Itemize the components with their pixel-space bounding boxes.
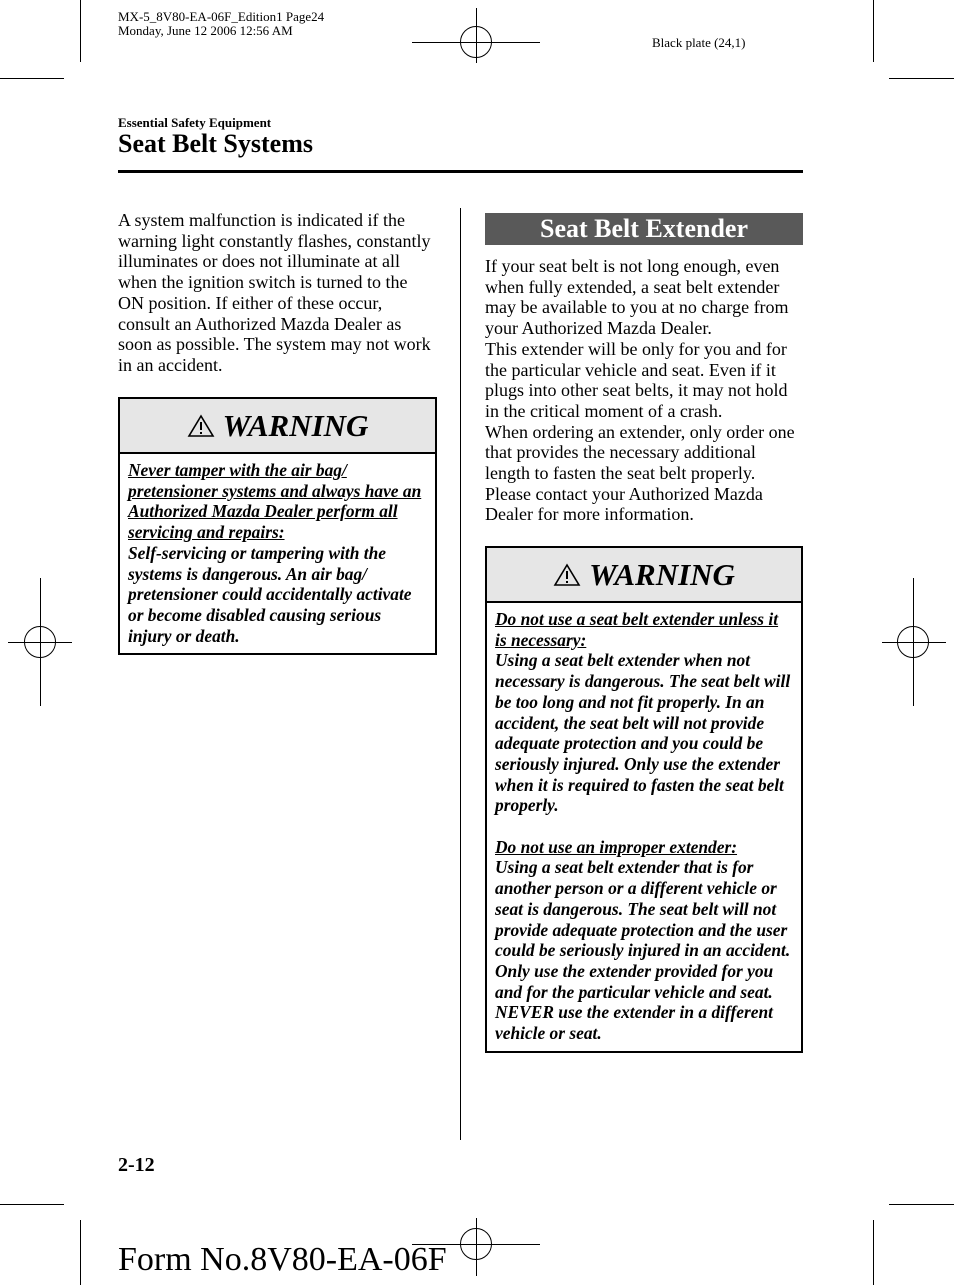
warning-title: WARNING bbox=[589, 556, 735, 592]
form-number: Form No.8V80-EA-06F bbox=[118, 1241, 447, 1278]
warning-heading: Do not use an improper extender: bbox=[495, 836, 738, 857]
extender-paragraphs bbox=[485, 256, 803, 525]
warning-title: WARNING bbox=[222, 407, 369, 443]
warning-header bbox=[120, 399, 435, 454]
title-rule bbox=[118, 170, 803, 173]
print-date-line: Monday, June 12 2006 12:56 AM bbox=[118, 23, 293, 38]
paragraph: When ordering an extender, only order one that provides the necessary additional length to fasten the seat belt properly. bbox=[485, 421, 795, 484]
column-divider bbox=[460, 208, 461, 1140]
warning-triangle-icon bbox=[187, 414, 215, 438]
page-number: 2-12 bbox=[118, 1154, 155, 1176]
warning-heading: Never tamper with the air bag/ pretensioner systems and always have an Authorized Mazda Dealer perform all servicing and repairs: bbox=[128, 460, 422, 543]
print-plate-label: Black plate (24,1) bbox=[652, 35, 746, 50]
print-file-line: MX-5_8V80-EA-06F_Edition1 Page24 bbox=[118, 9, 325, 24]
warning-box-airbag bbox=[118, 397, 437, 655]
malfunction-paragraph: A system malfunction is indicated if the warning light constantly flashes, constantly illuminates or does not illuminate at all when the ignition switch is turned to the ON position. If either of these occur, consult an Authorized Mazda Dealer as soon as possible. The system may not work in an accident. bbox=[118, 210, 431, 375]
warning-text: Using a seat belt extender when not necessary is dangerous. The seat belt will be too long and not fit properly. In an accident, the seat belt will not provide adequate protection and you could be seriously injured. Only use the extender when it is required to fasten the seat belt properly. bbox=[495, 650, 791, 816]
paragraph: If your seat belt is not long enough, even when fully extended, a seat belt extender may be available to you at no charge from your Authorized Mazda Dealer. bbox=[485, 256, 789, 339]
warning-content bbox=[487, 603, 801, 1044]
warning-heading: Do not use a seat belt extender unless it is necessary: bbox=[495, 609, 779, 650]
warning-content bbox=[120, 454, 435, 646]
section-banner: Seat Belt Extender bbox=[485, 213, 803, 245]
warning-box-extender bbox=[485, 546, 803, 1053]
warning-triangle-icon bbox=[553, 563, 581, 587]
paragraph: Please contact your Authorized Mazda Dealer for more information. bbox=[485, 483, 763, 525]
warning-text: Using a seat belt extender that is for another person or a different vehicle or seat is dangerous. The seat belt will not provide adequate protection and the user could be seriously injured in an accident. Only use the extender provided for you and for the particular vehicle and seat. NEVER use the extender in a different vehicle or seat. bbox=[495, 857, 791, 1044]
warning-text: Self-servicing or tampering with the systems is dangerous. An air bag/ pretensioner could accidentally activate or become disabled causing serious injury or death. bbox=[128, 542, 412, 646]
section-label: Essential Safety Equipment bbox=[118, 115, 272, 130]
paragraph: This extender will be only for you and for the particular vehicle and seat. Even if it plugs into other seat belts, it may not hold in the critical moment of a crash. bbox=[485, 338, 788, 421]
page-title: Seat Belt Systems bbox=[118, 129, 313, 158]
warning-header bbox=[487, 548, 801, 603]
